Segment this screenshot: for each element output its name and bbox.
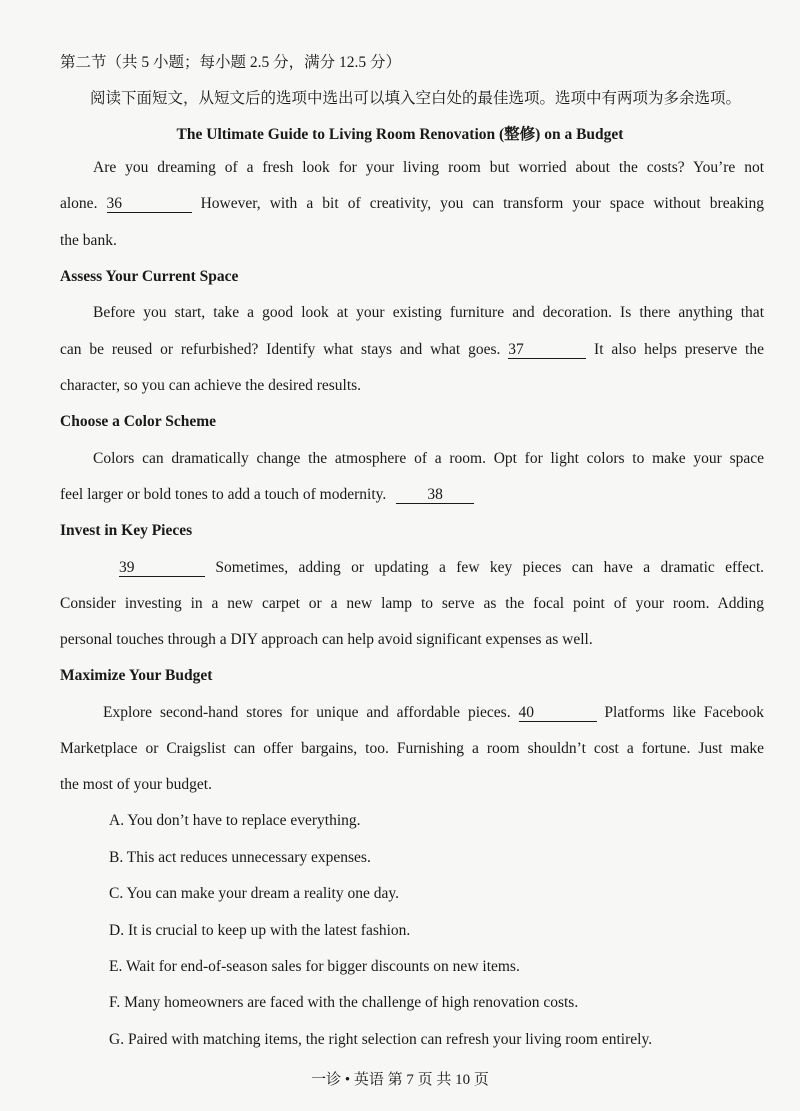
color-line-2-before: feel larger or bold tones to add a touch of modernity. <box>60 486 387 503</box>
heading-budget: Maximize Your Budget <box>60 667 213 684</box>
page-footer: 一诊 • 英语 第 7 页 共 10 页 <box>311 1072 489 1088</box>
option-f: F. Many homeowners are faced with the challenge of high renovation costs. <box>109 994 579 1011</box>
invest-line-2: Consider investing in a new carpet or a new lamp to serve as the focal point of your room. Adding <box>60 595 764 612</box>
invest-line-3: personal touches through a DIY approach can help avoid significant expenses as well. <box>60 631 593 648</box>
invest-line-1-after: Sometimes, adding or updating a few key pieces can have a dramatic effect. <box>215 559 765 576</box>
color-line-2 <box>60 485 474 505</box>
intro-line-1: Are you dreaming of a fresh look for your living room but worried about the costs? You’re not <box>93 159 764 176</box>
blank-38: 38 <box>396 486 474 504</box>
option-e: E. Wait for end-of-season sales for bigger discounts on new items. <box>109 958 520 975</box>
intro-line-3: the bank. <box>60 232 117 249</box>
assess-line-2-after: It also helps preserve the <box>594 341 764 358</box>
assess-line-3: character, so you can achieve the desired results. <box>60 377 362 394</box>
invest-line-1 <box>119 558 764 578</box>
option-a: A. You don’t have to replace everything. <box>109 812 361 829</box>
blank-39: 39 <box>119 559 205 577</box>
budget-line-1-after: Platforms like Facebook <box>604 704 765 721</box>
option-g: G. Paired with matching items, the right selection can refresh your living room entirely. <box>109 1031 653 1048</box>
heading-invest: Invest in Key Pieces <box>60 522 193 539</box>
article-title: The Ultimate Guide to Living Room Renovation (整修) on a Budget <box>176 126 624 143</box>
heading-assess: Assess Your Current Space <box>60 268 239 285</box>
blank-36: 36 <box>107 195 192 213</box>
budget-line-2: Marketplace or Craigslist can offer bargains, too. Furnishing a room shouldn’t cost a fortune. Just make <box>60 740 764 757</box>
blank-40: 40 <box>519 704 597 722</box>
intro-line-2 <box>60 194 764 214</box>
section-instructions: 阅读下面短文，从短文后的选项中选出可以填入空白处的最佳选项。选项中有两项为多余选项。 <box>90 90 742 107</box>
section-header: 第二节（共 5 小题；每小题 2.5 分，满分 12.5 分） <box>60 54 402 71</box>
option-c: C. You can make your dream a reality one day. <box>109 885 399 902</box>
budget-line-1-before: Explore second-hand stores for unique and affordable pieces. <box>103 704 511 721</box>
assess-line-1: Before you start, take a good look at your existing furniture and decoration. Is there anything that <box>93 304 764 321</box>
heading-color: Choose a Color Scheme <box>60 413 216 430</box>
intro-line-2-before: alone. <box>60 195 98 212</box>
budget-line-1 <box>103 703 764 723</box>
assess-line-2-before: can be reused or refurbished? Identify what stays and what goes. <box>60 341 501 358</box>
option-b: B. This act reduces unnecessary expenses. <box>109 849 371 866</box>
blank-37: 37 <box>508 341 586 359</box>
budget-line-3: the most of your budget. <box>60 776 212 793</box>
color-line-1: Colors can dramatically change the atmosphere of a room. Opt for light colors to make your space <box>93 450 764 467</box>
assess-line-2 <box>60 340 764 360</box>
intro-line-2-after: However, with a bit of creativity, you can transform your space without breaking <box>200 195 765 212</box>
option-d: D. It is crucial to keep up with the latest fashion. <box>109 922 411 939</box>
